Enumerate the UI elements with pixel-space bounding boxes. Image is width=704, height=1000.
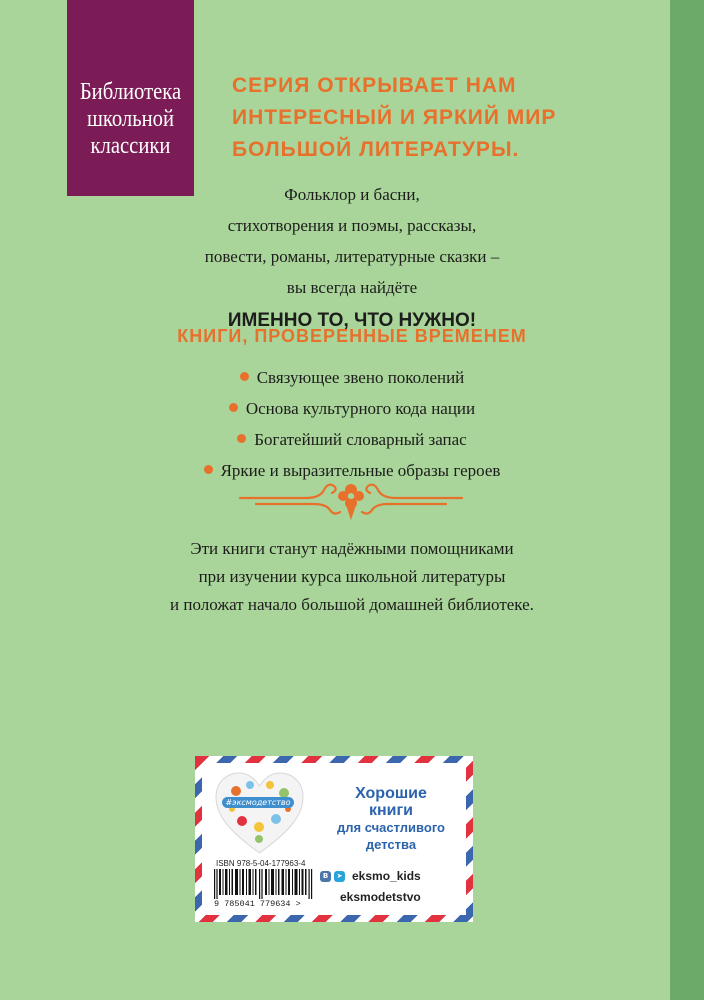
list-item [0,393,704,424]
benefit-text: Связующее звено поколений [256,368,465,387]
bullet-dot-icon [240,372,249,381]
outro-line: при изучении курса школьной литературы [198,567,506,586]
intro-accent: ИМЕННО ТО, ЧТО НУЖНО! [227,310,477,331]
website-link[interactable]: eksmodetstvo [340,890,421,904]
bullet-dot-icon [237,434,246,443]
intro-line: повести, романы, литературные сказки – [204,247,500,266]
list-item [0,362,704,393]
benefit-text: Яркие и выразительные образы героев [220,461,501,480]
slogan-line: книги [368,802,413,819]
hashtag-label: #эксмодетство [222,797,294,808]
intro-line: Фольклор и басни, [284,185,420,204]
bullet-dot-icon [204,465,213,474]
series-badge [67,0,194,196]
telegram-icon[interactable]: ➤ [334,871,345,882]
benefits-list [0,362,704,486]
barcode-icon [214,869,314,899]
ornament-divider-icon [236,478,466,522]
series-tagline [232,70,672,166]
sticker-body [202,763,466,915]
sticker-slogan [316,785,466,853]
bullet-dot-icon [229,403,238,412]
vk-icon[interactable]: В [320,871,331,882]
tagline-line: ИНТЕРЕСНЫЙ И ЯРКИЙ МИР [232,106,557,129]
outro-text [0,535,704,619]
intro-line: стихотворения и поэмы, рассказы, [227,216,477,235]
intro-line: вы всегда найдёте [286,278,418,297]
slogan-line: Хорошие [355,785,427,802]
benefit-text: Основа культурного кода нации [245,399,476,418]
list-item [0,424,704,455]
barcode-number: 9 785041 779634 > [214,899,301,909]
slogan-line: для счастливого [337,820,445,835]
benefits-heading: КНИГИ, ПРОВЕРЕННЫЕ ВРЕМЕНЕМ [177,326,527,346]
tagline-line: БОЛЬШОЙ ЛИТЕРАТУРЫ. [232,138,520,161]
outro-line: Эти книги станут надёжными помощниками [190,539,514,558]
series-badge-line: классики [90,133,171,159]
benefit-text: Богатейший словарный запас [254,430,467,449]
publisher-sticker [195,756,473,922]
outro-line: и положат начало большой домашней библиотеке. [170,595,534,614]
intro-text [0,179,704,336]
series-badge-line: Библиотека [79,79,182,105]
book-spine-strip [670,0,704,1000]
tagline-line: СЕРИЯ ОТКРЫВАЕТ НАМ [232,74,517,97]
social-handle[interactable]: eksmo_kids [352,869,421,883]
series-badge-line: школьной [86,106,175,132]
social-row [320,869,421,883]
heart-collage-icon [212,769,307,857]
slogan-line: детства [365,837,417,852]
isbn-label: ISBN 978-5-04-177963-4 [216,859,306,868]
